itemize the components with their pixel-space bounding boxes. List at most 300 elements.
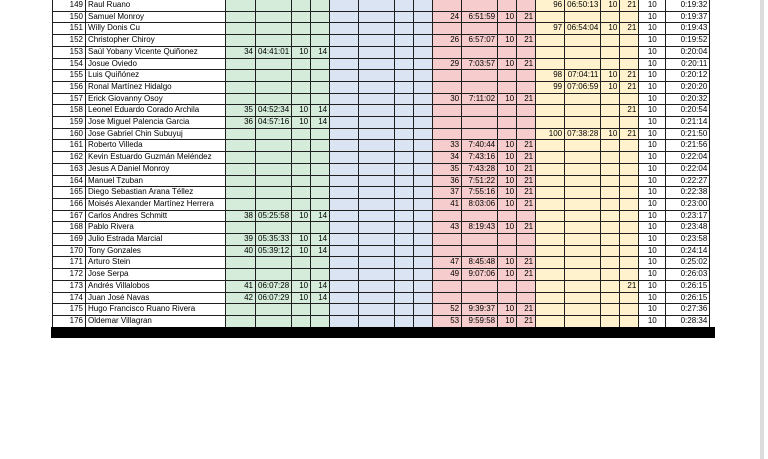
yellow-position-cell [536,105,565,117]
total-time-cell: 0:27:36 [666,304,710,316]
red-position-cell [433,292,462,304]
points-cell: 10 [639,163,666,175]
green-a-cell [292,11,311,23]
blue-a-cell [395,304,414,316]
green-a-cell [292,70,311,82]
green-b-cell [311,58,330,70]
green-time-cell [256,93,292,105]
yellow-b-cell [620,315,639,327]
red-a-cell: 10 [498,222,517,234]
blue-a-cell [395,46,414,58]
points-cell: 10 [639,304,666,316]
red-time-cell: 6:57:07 [462,35,498,47]
green-position-cell: 36 [226,117,256,129]
participant-name-cell: Luis Quiñónez [86,70,226,82]
red-b-cell: 21 [517,58,536,70]
green-time-cell: 04:52:34 [256,105,292,117]
green-time-cell [256,0,292,11]
red-b-cell: 21 [517,269,536,281]
blue-position-cell [330,152,359,164]
red-position-cell: 34 [433,152,462,164]
blue-position-cell [330,280,359,292]
table-row [53,315,710,327]
green-time-cell [256,315,292,327]
row-number-cell: 154 [53,58,86,70]
blue-b-cell [414,210,433,222]
red-time-cell [462,292,498,304]
points-cell: 10 [639,140,666,152]
table-row [53,163,710,175]
yellow-b-cell [620,11,639,23]
green-time-cell [256,257,292,269]
points-cell: 10 [639,70,666,82]
green-time-cell: 06:07:28 [256,280,292,292]
green-position-cell [226,35,256,47]
red-time-cell: 7:40:44 [462,140,498,152]
participant-name-cell: Tony Gonzales [86,245,226,257]
red-time-cell: 7:51:22 [462,175,498,187]
red-a-cell: 10 [498,140,517,152]
row-number-cell: 151 [53,23,86,35]
red-time-cell [462,280,498,292]
total-time-cell: 0:20:54 [666,105,710,117]
yellow-position-cell [536,269,565,281]
red-a-cell [498,105,517,117]
red-position-cell: 26 [433,35,462,47]
green-time-cell [256,163,292,175]
blue-b-cell [414,269,433,281]
yellow-time-cell [565,187,601,199]
row-number-cell: 158 [53,105,86,117]
red-a-cell: 10 [498,198,517,210]
green-position-cell: 35 [226,105,256,117]
green-time-cell: 04:41:01 [256,46,292,58]
table-row [53,58,710,70]
blue-b-cell [414,58,433,70]
points-cell: 10 [639,23,666,35]
participant-name-cell: Oldemar Villagran [86,315,226,327]
green-a-cell: 10 [292,105,311,117]
red-time-cell: 6:51:59 [462,11,498,23]
red-b-cell: 21 [517,175,536,187]
green-b-cell: 14 [311,117,330,129]
table-row [53,187,710,199]
red-time-cell: 9:59:58 [462,315,498,327]
points-cell: 10 [639,187,666,199]
points-cell: 10 [639,46,666,58]
green-a-cell [292,128,311,140]
yellow-time-cell [565,117,601,129]
yellow-time-cell [565,93,601,105]
blue-position-cell [330,175,359,187]
blue-b-cell [414,187,433,199]
red-time-cell [462,105,498,117]
row-number-cell: 165 [53,187,86,199]
participant-name-cell: Jose Miguel Palencia Garcia [86,117,226,129]
yellow-b-cell: 21 [620,0,639,11]
red-b-cell: 21 [517,257,536,269]
yellow-position-cell [536,163,565,175]
table-row [53,175,710,187]
participant-name-cell: Jose Serpa [86,269,226,281]
blue-time-cell [359,46,395,58]
yellow-a-cell [601,105,620,117]
yellow-a-cell [601,58,620,70]
row-number-cell: 160 [53,128,86,140]
green-time-cell: 05:39:12 [256,245,292,257]
red-position-cell: 33 [433,140,462,152]
yellow-b-cell [620,187,639,199]
yellow-b-cell [620,210,639,222]
red-time-cell [462,245,498,257]
yellow-a-cell [601,46,620,58]
yellow-time-cell: 06:50:13 [565,0,601,11]
yellow-time-cell [565,315,601,327]
blue-position-cell [330,58,359,70]
red-time-cell [462,23,498,35]
total-time-cell: 0:23:48 [666,222,710,234]
green-position-cell [226,0,256,11]
table-row [53,70,710,82]
red-position-cell: 52 [433,304,462,316]
yellow-position-cell [536,46,565,58]
yellow-b-cell [620,292,639,304]
red-a-cell: 10 [498,257,517,269]
table-row [53,0,710,11]
yellow-b-cell [620,198,639,210]
red-time-cell [462,234,498,246]
yellow-b-cell: 21 [620,23,639,35]
red-a-cell: 10 [498,315,517,327]
green-b-cell: 14 [311,46,330,58]
red-b-cell [517,280,536,292]
green-position-cell [226,269,256,281]
yellow-b-cell: 21 [620,105,639,117]
blue-a-cell [395,222,414,234]
blue-b-cell [414,11,433,23]
red-b-cell [517,46,536,58]
green-a-cell [292,304,311,316]
blue-time-cell [359,81,395,93]
blue-b-cell [414,117,433,129]
red-position-cell: 49 [433,269,462,281]
yellow-position-cell: 99 [536,81,565,93]
yellow-position-cell [536,234,565,246]
points-cell: 10 [639,210,666,222]
blue-position-cell [330,46,359,58]
blue-position-cell [330,292,359,304]
green-time-cell [256,187,292,199]
red-a-cell [498,23,517,35]
blue-a-cell [395,0,414,11]
blue-time-cell [359,140,395,152]
total-time-cell: 0:24:14 [666,245,710,257]
participant-name-cell: Willy Donis Cu [86,23,226,35]
blue-time-cell [359,292,395,304]
red-position-cell [433,23,462,35]
yellow-time-cell [565,58,601,70]
participant-name-cell: Pablo Rivera [86,222,226,234]
row-number-cell: 170 [53,245,86,257]
blue-b-cell [414,222,433,234]
yellow-a-cell: 10 [601,81,620,93]
blue-position-cell [330,269,359,281]
red-position-cell: 41 [433,198,462,210]
green-a-cell [292,163,311,175]
green-time-cell [256,35,292,47]
total-time-cell: 0:20:04 [666,46,710,58]
yellow-time-cell [565,11,601,23]
red-position-cell [433,105,462,117]
blue-a-cell [395,93,414,105]
participant-name-cell: Julio Estrada Marcial [86,234,226,246]
red-a-cell [498,0,517,11]
total-time-cell: 0:20:32 [666,93,710,105]
points-cell: 10 [639,11,666,23]
yellow-b-cell: 21 [620,280,639,292]
blue-a-cell [395,23,414,35]
yellow-b-cell [620,93,639,105]
red-a-cell [498,292,517,304]
yellow-b-cell [620,222,639,234]
red-b-cell [517,117,536,129]
participant-name-cell: Roberto Villeda [86,140,226,152]
table-row [53,128,710,140]
green-b-cell [311,222,330,234]
red-position-cell [433,280,462,292]
blue-position-cell [330,0,359,11]
row-number-cell: 157 [53,93,86,105]
red-position-cell: 30 [433,93,462,105]
yellow-a-cell: 10 [601,70,620,82]
green-b-cell: 14 [311,234,330,246]
green-time-cell [256,70,292,82]
red-b-cell: 21 [517,93,536,105]
blue-position-cell [330,234,359,246]
yellow-a-cell [601,163,620,175]
yellow-a-cell [601,222,620,234]
yellow-position-cell: 96 [536,0,565,11]
points-cell: 10 [639,315,666,327]
table-row [53,152,710,164]
red-position-cell: 53 [433,315,462,327]
blue-a-cell [395,140,414,152]
row-number-cell: 149 [53,0,86,11]
yellow-position-cell [536,11,565,23]
blue-position-cell [330,105,359,117]
participant-name-cell: Carlos Andres Schmitt [86,210,226,222]
table-row [53,210,710,222]
green-position-cell [226,222,256,234]
yellow-b-cell [620,175,639,187]
points-cell: 10 [639,93,666,105]
green-a-cell: 10 [292,46,311,58]
red-a-cell: 10 [498,163,517,175]
yellow-position-cell [536,315,565,327]
yellow-a-cell [601,245,620,257]
blue-time-cell [359,257,395,269]
participant-name-cell: Samuel Monroy [86,11,226,23]
table-row [53,81,710,93]
yellow-a-cell [601,93,620,105]
red-b-cell: 21 [517,11,536,23]
green-position-cell: 38 [226,210,256,222]
yellow-position-cell [536,245,565,257]
row-number-cell: 168 [53,222,86,234]
blue-a-cell [395,269,414,281]
total-time-cell: 0:22:04 [666,152,710,164]
red-position-cell [433,81,462,93]
blue-b-cell [414,304,433,316]
red-a-cell [498,117,517,129]
blue-time-cell [359,93,395,105]
yellow-a-cell [601,269,620,281]
blue-a-cell [395,58,414,70]
yellow-b-cell [620,140,639,152]
blue-b-cell [414,93,433,105]
red-b-cell: 21 [517,222,536,234]
blue-time-cell [359,304,395,316]
yellow-a-cell [601,315,620,327]
green-b-cell [311,0,330,11]
blue-b-cell [414,280,433,292]
blue-position-cell [330,23,359,35]
green-b-cell [311,257,330,269]
red-a-cell [498,210,517,222]
table-row [53,234,710,246]
blue-time-cell [359,222,395,234]
blue-position-cell [330,140,359,152]
blue-b-cell [414,257,433,269]
red-time-cell: 8:45:48 [462,257,498,269]
table-row [53,304,710,316]
red-b-cell: 21 [517,140,536,152]
blue-b-cell [414,234,433,246]
yellow-a-cell [601,198,620,210]
green-a-cell [292,315,311,327]
points-cell: 10 [639,280,666,292]
green-time-cell [256,175,292,187]
green-b-cell [311,269,330,281]
green-a-cell [292,152,311,164]
yellow-position-cell [536,93,565,105]
blue-b-cell [414,245,433,257]
blue-position-cell [330,315,359,327]
blue-position-cell [330,117,359,129]
green-position-cell [226,70,256,82]
red-time-cell: 9:39:37 [462,304,498,316]
table-row [53,23,710,35]
yellow-b-cell [620,58,639,70]
points-cell: 10 [639,81,666,93]
total-time-cell: 0:20:20 [666,81,710,93]
green-a-cell [292,35,311,47]
red-position-cell [433,245,462,257]
green-position-cell [226,11,256,23]
blue-time-cell [359,210,395,222]
green-a-cell [292,257,311,269]
red-b-cell [517,81,536,93]
red-b-cell [517,292,536,304]
table-row [53,105,710,117]
total-time-cell: 0:23:17 [666,210,710,222]
green-a-cell: 10 [292,292,311,304]
red-time-cell: 7:03:57 [462,58,498,70]
total-time-cell: 0:25:02 [666,257,710,269]
red-a-cell: 10 [498,269,517,281]
red-time-cell [462,46,498,58]
red-b-cell: 21 [517,163,536,175]
row-number-cell: 175 [53,304,86,316]
green-a-cell [292,269,311,281]
yellow-position-cell [536,58,565,70]
blue-a-cell [395,81,414,93]
green-time-cell [256,198,292,210]
green-b-cell [311,70,330,82]
yellow-time-cell [565,234,601,246]
points-cell: 10 [639,128,666,140]
yellow-position-cell [536,257,565,269]
blue-a-cell [395,175,414,187]
table-row [53,245,710,257]
points-cell: 10 [639,234,666,246]
row-number-cell: 172 [53,269,86,281]
yellow-a-cell [601,304,620,316]
green-time-cell [256,269,292,281]
green-a-cell [292,93,311,105]
green-position-cell [226,140,256,152]
red-time-cell [462,117,498,129]
blue-time-cell [359,70,395,82]
blue-a-cell [395,245,414,257]
red-a-cell [498,81,517,93]
red-b-cell: 21 [517,35,536,47]
row-number-cell: 153 [53,46,86,58]
yellow-position-cell: 97 [536,23,565,35]
green-b-cell [311,140,330,152]
participant-name-cell: Andrés Villalobos [86,280,226,292]
green-a-cell: 10 [292,210,311,222]
green-time-cell [256,128,292,140]
blue-b-cell [414,292,433,304]
blue-b-cell [414,105,433,117]
total-time-cell: 0:22:38 [666,187,710,199]
green-a-cell: 10 [292,234,311,246]
green-time-cell: 04:57:16 [256,117,292,129]
yellow-b-cell: 21 [620,128,639,140]
red-time-cell: 7:55:16 [462,187,498,199]
yellow-time-cell [565,210,601,222]
results-table [52,0,710,328]
yellow-a-cell [601,187,620,199]
points-cell: 10 [639,198,666,210]
yellow-a-cell [601,292,620,304]
blue-position-cell [330,257,359,269]
green-a-cell [292,0,311,11]
blue-b-cell [414,23,433,35]
yellow-a-cell: 10 [601,128,620,140]
total-time-cell: 0:26:15 [666,292,710,304]
table-row [53,222,710,234]
yellow-b-cell: 21 [620,81,639,93]
blue-position-cell [330,11,359,23]
points-cell: 10 [639,105,666,117]
blue-time-cell [359,198,395,210]
red-position-cell [433,234,462,246]
yellow-b-cell: 21 [620,70,639,82]
yellow-position-cell [536,117,565,129]
red-position-cell [433,0,462,11]
